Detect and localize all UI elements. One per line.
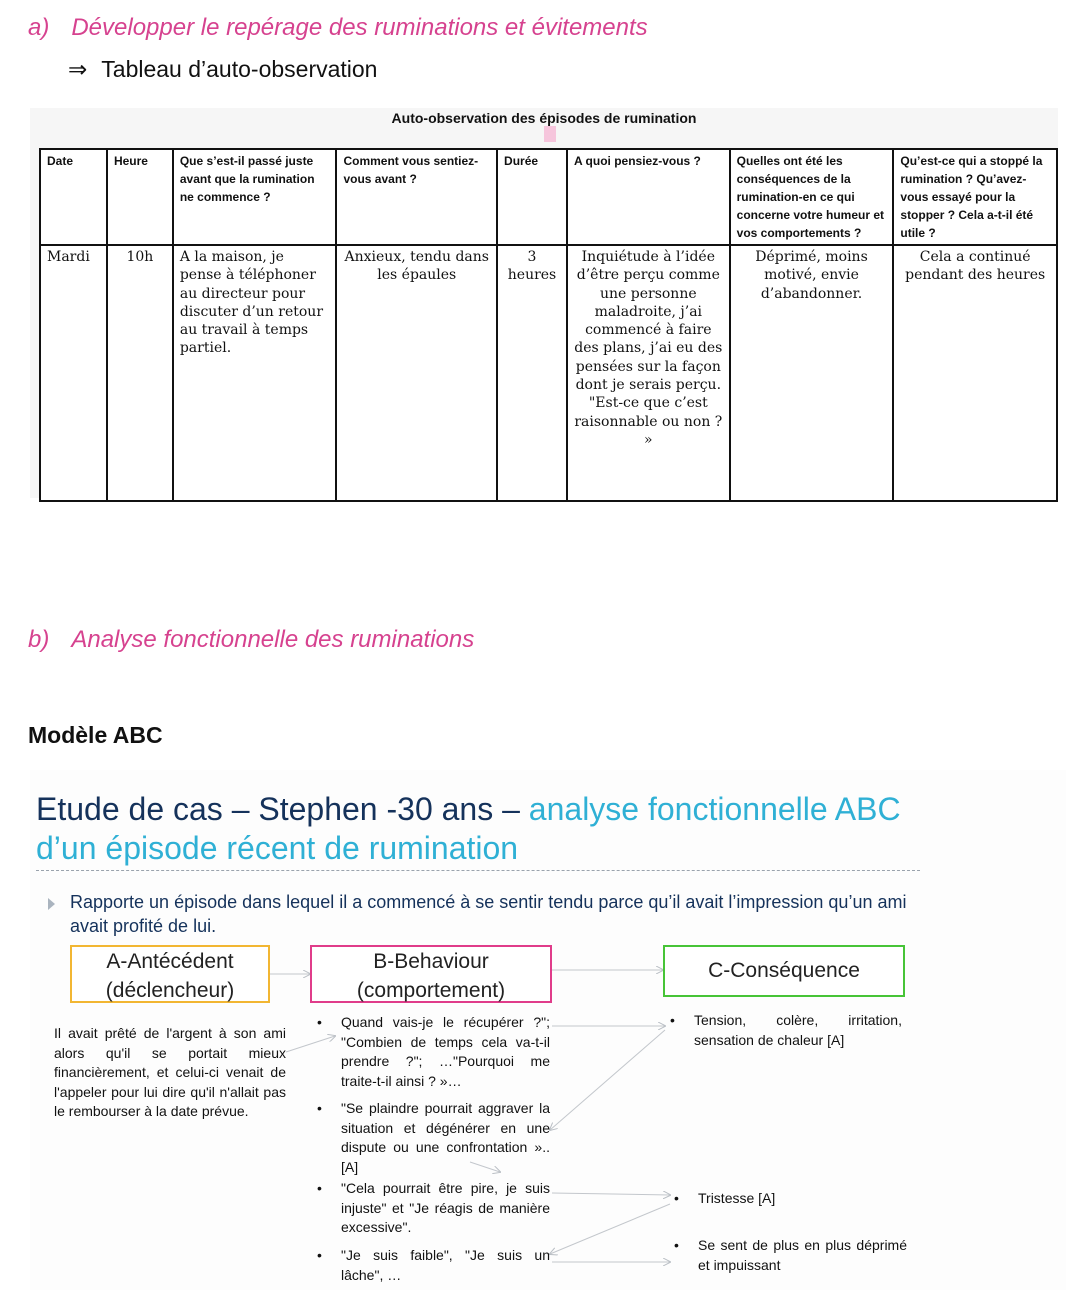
case-study-slide bbox=[30, 770, 1066, 1290]
section-b-heading bbox=[28, 626, 474, 654]
behaviour-item bbox=[317, 1013, 550, 1091]
auto-observation-figure bbox=[30, 108, 1058, 498]
behaviour-item-text: "Se plaindre pourrait aggraver la situation et dégénérer en une dispute ou une confrontation ».. [A] bbox=[341, 1100, 550, 1175]
header-stoppe: Qu’est-ce qui a stoppé la rumination ? Qu’avez-vous essayé pour la stopper ? Cela a-t-il été utile ? bbox=[893, 149, 1057, 245]
slide-title-main: Etude de cas – Stephen -30 ans – bbox=[36, 791, 529, 827]
table-title: Auto-observation des épisodes de rumination bbox=[391, 110, 697, 126]
cell-heure: 10h bbox=[107, 245, 173, 501]
antecedent-text: Il avait prêté de l'argent à son ami alors qu'il se portait mieux financièrement, et celui-ci venait de l'appeler pour lui dire qu'il n'allait pas le rembourser à la date prévue. bbox=[54, 1025, 286, 1119]
modele-abc-heading: Modèle ABC bbox=[28, 722, 163, 748]
cell-pensees: Inquiétude à l’idée d’être perçu comme une personne maladroite, j’ai commencé à faire des plans, j’ai eu des pensées sur la façon dont je serais perçu. "Est-ce que c’est raisonnable ou non ? » bbox=[567, 245, 730, 501]
bullet-icon: • bbox=[674, 1190, 679, 1206]
implies-arrow-icon: ⇒ bbox=[68, 56, 88, 82]
arrow-a-to-b1 bbox=[286, 1036, 335, 1052]
slide-intro: Rapporte un épisode dans lequel il a commencé à se sentir tendu parce qu’il avait l’impression qu’un ami avait profité de lui. bbox=[70, 892, 907, 936]
cell-consequences: Déprimé, moins motivé, envie d’abandonner. bbox=[730, 245, 894, 501]
auto-observation-table bbox=[39, 148, 1058, 502]
bullet-icon: • bbox=[674, 1237, 679, 1253]
bullet-icon: • bbox=[670, 1012, 675, 1028]
bullet-icon: • bbox=[317, 1014, 322, 1030]
bullet-icon: • bbox=[317, 1180, 322, 1196]
consequence-item-text: Tristesse [A] bbox=[698, 1190, 776, 1206]
subheading-text: Tableau d’auto-observation bbox=[101, 56, 378, 82]
section-a-letter: a) bbox=[28, 14, 50, 41]
consequence-item-text: Se sent de plus en plus déprimé et impuissant bbox=[698, 1237, 907, 1273]
cell-date: Mardi bbox=[40, 245, 107, 501]
cell-stoppe: Cela a continué pendant des heures bbox=[893, 245, 1057, 501]
section-b-letter: b) bbox=[28, 626, 50, 653]
cell-duree: 3 heures bbox=[497, 245, 567, 501]
consequence-item bbox=[670, 1011, 902, 1050]
bullet-icon: • bbox=[317, 1100, 322, 1116]
arrow-b3-to-c2 bbox=[552, 1193, 670, 1195]
header-avant: Que s’est-il passé juste avant que la rumination ne commence ? bbox=[173, 149, 337, 245]
table-header-row bbox=[40, 149, 1057, 245]
consequence-item bbox=[674, 1189, 902, 1209]
subheading bbox=[68, 56, 377, 83]
behaviour-item bbox=[317, 1099, 550, 1177]
header-duree: Durée bbox=[497, 149, 567, 245]
slide-title-accent: analyse fonctionnelle ABC d’un épisode récent de rumination bbox=[36, 791, 901, 866]
arrow-c2-to-b4 bbox=[550, 1204, 670, 1254]
behaviour-item-text: Quand vais-je le récupérer ?"; "Combien de temps cela va-t-il prendre ?"; …"Pourquoi me traite-t-il ainsi ? »… bbox=[341, 1014, 550, 1089]
cell-sentiment: Anxieux, tendu dans les épaules bbox=[336, 245, 497, 501]
header-consequences: Quelles ont été les conséquences de la rumination-en ce qui concerne votre humeur et vos comportements ? bbox=[730, 149, 894, 245]
box-behaviour: B-Behaviour (comportement) bbox=[310, 945, 552, 1003]
table-row bbox=[40, 245, 1057, 501]
behaviour-item-text: "Je suis faible", "Je suis un lâche", … bbox=[341, 1247, 550, 1283]
box-antecedent: A-Antécédent (déclencheur) bbox=[70, 945, 270, 1003]
header-date: Date bbox=[40, 149, 107, 245]
section-a-title: Développer le repérage des ruminations et évitements bbox=[71, 14, 648, 41]
behaviour-item bbox=[317, 1179, 550, 1238]
header-pensees: A quoi pensiez-vous ? bbox=[567, 149, 730, 245]
arrow-c1-to-b2 bbox=[550, 1030, 665, 1130]
section-b-title: Analyse fonctionnelle des ruminations bbox=[71, 626, 475, 653]
highlight-mark bbox=[544, 126, 556, 142]
cell-avant: A la maison, je pense à téléphoner au directeur pour discuter d’un retour au travail à temps partiel. bbox=[173, 245, 337, 501]
consequence-item bbox=[674, 1236, 907, 1275]
behaviour-item-text: "Cela pourrait être pire, je suis injuste" et "Je réagis de manière excessive". bbox=[341, 1180, 550, 1235]
behaviour-item bbox=[317, 1246, 550, 1285]
header-heure: Heure bbox=[107, 149, 173, 245]
section-a-heading bbox=[28, 14, 648, 42]
box-consequence: C-Conséquence bbox=[663, 945, 905, 997]
bullet-icon: • bbox=[317, 1247, 322, 1263]
consequence-item-text: Tension, colère, irritation, sensation de chaleur [A] bbox=[694, 1012, 902, 1048]
header-sentiment: Comment vous sentiez-vous avant ? bbox=[336, 149, 497, 245]
